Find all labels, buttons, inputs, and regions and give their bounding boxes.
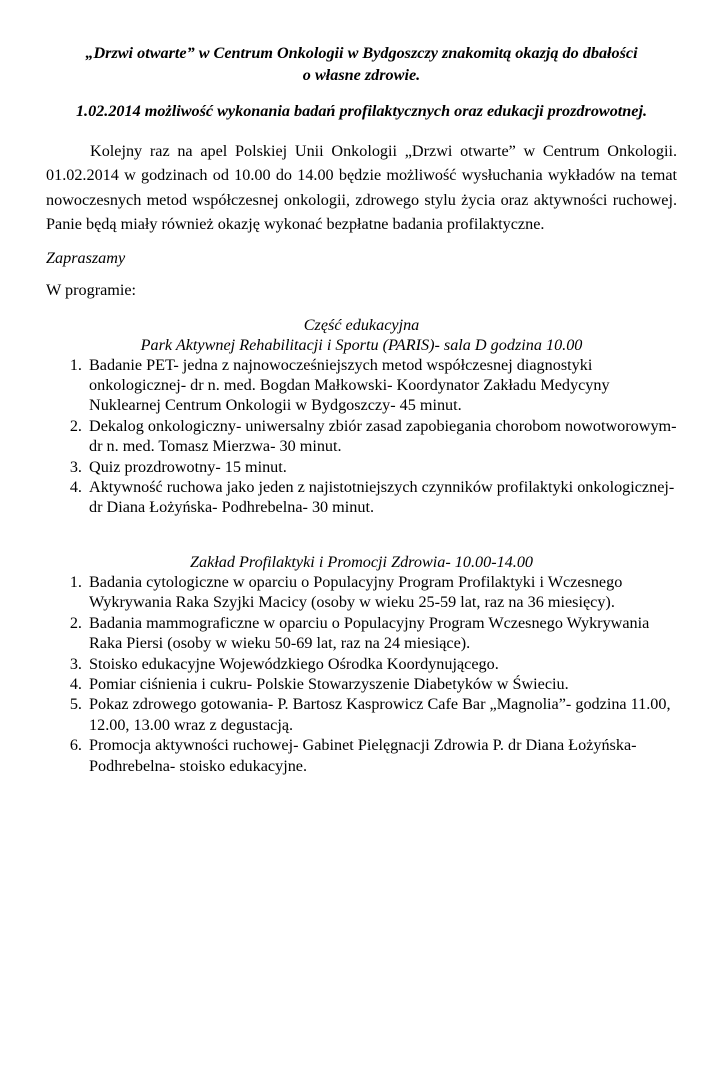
intro-paragraph: Kolejny raz na apel Polskiej Unii Onkologii „Drzwi otwarte” w Centrum Onkologii. 01.02.2014 w godzinach od 10.00 do 14.00 będzie możliwość wysłuchania wykładów na temat nowoczesnych metod współczesnej onkologii, zdrowego stylu życia oraz aktywności ruchowej. Panie będą miały również okazję wykonać bezpłatne badania profilaktyczne. <box>46 142 677 234</box>
list-item: 4. Aktywność ruchowa jako jeden z najistotniejszych czynników profilaktyki onkologicznej- dr Diana Łożyńska- Podhrebelna- 30 minut. <box>86 477 677 518</box>
list-item: 2. Badania mammograficzne w oparciu o Populacyjny Program Wczesnego Wykrywania Raka Piersi (osoby w wieku 50-69 lat, raz na 24 miesiące). <box>86 613 677 654</box>
list-item: 6. Promocja aktywności ruchowej- Gabinet Pielęgnacji Zdrowia P. dr Diana Łożyńska- Podhrebelna- stoisko edukacyjne. <box>86 735 677 776</box>
list-item: 1. Badanie PET- jedna z najnowocześniejszych metod współczesnej diagnostyki onkologicznej- dr n. med. Bogdan Małkowski- Koordynator Zakładu Medycyny Nuklearnej Centrum Onkologii w Bydgoszczy- 45 minut. <box>86 355 677 416</box>
list-item: 4. Pomiar ciśnienia i cukru- Polskie Stowarzyszenie Diabetyków w Świeciu. <box>86 674 677 694</box>
title-line-2: o własne zdrowie. <box>302 66 421 84</box>
title-line-1: „Drzwi otwarte” w Centrum Onkologii w Bydgoszczy znakomitą okazją do dbałości <box>85 44 638 62</box>
section2-title: Zakład Profilaktyki i Promocji Zdrowia- 10.00-14.00 <box>189 552 534 571</box>
section2-list <box>46 572 677 776</box>
list-item: 1. Badania cytologiczne w oparciu o Populacyjny Program Profilaktyki i Wczesnego Wykrywania Raka Szyjki Macicy (osoby w wieku 25-59 lat, raz na 36 miesięcy). <box>86 572 677 613</box>
list-item: 3. Quiz prozdrowotny- 15 minut. <box>86 457 677 477</box>
document-title <box>46 42 677 86</box>
invite-text: Zapraszamy <box>46 248 126 267</box>
document-subtitle: 1.02.2014 możliwość wykonania badań profilaktycznych oraz edukacji prozdrowotnej. <box>75 102 648 120</box>
list-item: 3. Stoisko edukacyjne Wojewódzkiego Ośrodka Koordynującego. <box>86 654 677 674</box>
section1-list <box>46 355 677 518</box>
section1-subtitle: Park Aktywnej Rehabilitacji i Sportu (PARIS)- sala D godzina 10.00 <box>140 335 583 354</box>
list-item: 5. Pokaz zdrowego gotowania- P. Bartosz Kasprowicz Cafe Bar „Magnolia”- godzina 11.00, 12.00, 13.00 wraz z degustacją. <box>86 694 677 735</box>
section1-title: Część edukacyjna <box>303 315 420 334</box>
document-page <box>0 42 725 1066</box>
program-label: W programie: <box>46 280 137 299</box>
list-item: 2. Dekalog onkologiczny- uniwersalny zbiór zasad zapobiegania chorobom nowotworowym- dr n. med. Tomasz Mierzwa- 30 minut. <box>86 416 677 457</box>
